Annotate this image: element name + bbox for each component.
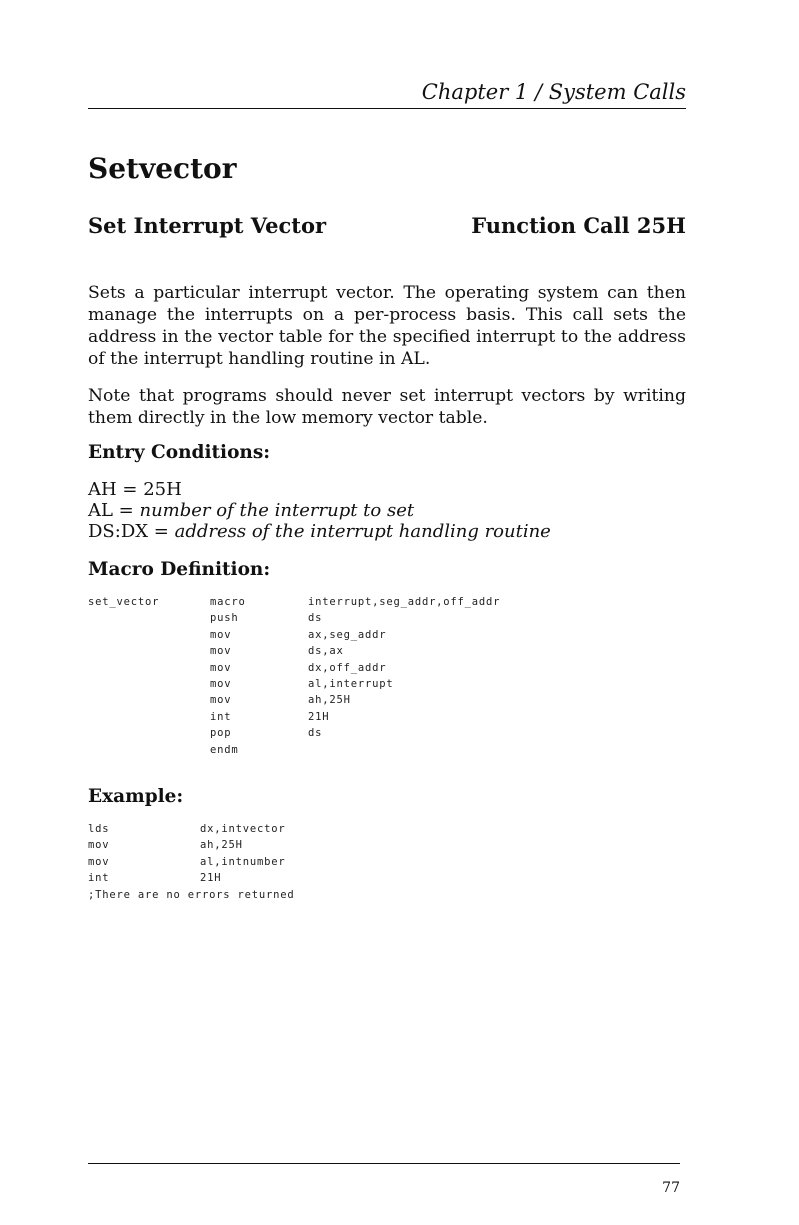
code-comment: ;There are no errors returned — [88, 888, 295, 901]
code-opcode: lds — [88, 823, 110, 835]
example-heading: Example: — [88, 786, 184, 807]
code-operands: ah,25H — [200, 839, 243, 852]
function-name: Set Interrupt Vector — [88, 213, 327, 238]
code-operands — [308, 742, 500, 758]
entry-value: number of the interrupt to set — [139, 500, 415, 521]
code-line — [88, 692, 500, 708]
entry-value: 25H — [143, 479, 182, 500]
entry-conditions-heading: Entry Conditions: — [88, 442, 271, 463]
code-operands: dx,off_addr — [308, 661, 387, 674]
entry-value: address of the interrupt handling routine — [174, 521, 551, 542]
code-line — [88, 676, 500, 692]
macro-definition-heading: Macro Definition: — [88, 559, 271, 580]
code-line — [88, 627, 500, 643]
code-line — [88, 821, 295, 837]
code-operands: al,intnumber — [200, 855, 286, 868]
entry-line-ah — [88, 479, 182, 500]
code-opcode: push — [210, 612, 239, 625]
code-line — [88, 610, 500, 626]
function-call-number: Function Call 25H — [471, 213, 686, 238]
code-opcode: mov — [210, 645, 232, 658]
code-label — [88, 643, 210, 659]
code-label — [88, 676, 210, 692]
code-comment-line — [88, 887, 295, 903]
page-title: Setvector — [88, 152, 237, 185]
entry-register: AH = — [88, 479, 144, 500]
code-opcode: mov — [210, 694, 232, 707]
code-line — [88, 709, 500, 725]
code-label — [88, 692, 210, 708]
footer-rule — [88, 1163, 680, 1164]
entry-line-dsdx — [88, 521, 551, 542]
page-number: 77 — [662, 1180, 680, 1196]
code-label — [88, 660, 210, 676]
code-operands: dx,intvector — [200, 823, 286, 835]
code-opcode: mov — [210, 678, 232, 691]
example-code-listing — [88, 821, 295, 903]
note-paragraph: Note that programs should never set interrupt vectors by writing them directly in the low memory vector table. — [88, 386, 686, 428]
header-rule — [88, 108, 686, 109]
code-operands: ds — [308, 727, 323, 740]
code-line — [88, 870, 295, 886]
entry-line-al — [88, 500, 414, 521]
code-opcode: int — [210, 710, 232, 723]
entry-register: DS:DX = — [88, 521, 175, 542]
code-operands: 21H — [200, 872, 222, 885]
macro-code-listing — [88, 594, 500, 758]
code-opcode: macro — [210, 596, 246, 608]
code-operands: ax,seg_addr — [308, 628, 387, 641]
code-line — [88, 742, 500, 758]
code-label — [88, 627, 210, 643]
code-opcode: endm — [210, 743, 239, 756]
code-opcode: mov — [88, 839, 110, 852]
code-line — [88, 725, 500, 741]
description-paragraph: Sets a particular interrupt vector. The operating system can then manage the interrupts on a per-process basis. This call sets the address in the vector table for the specified interrupt to the address of the interrupt handling routine in AL. — [88, 283, 686, 369]
code-opcode: int — [88, 872, 110, 885]
code-line — [88, 854, 295, 870]
code-operands: ah,25H — [308, 694, 351, 707]
code-operands: interrupt,seg_addr,off_addr — [308, 596, 501, 608]
code-line — [88, 660, 500, 676]
code-label — [88, 610, 210, 626]
code-line — [88, 837, 295, 853]
code-label: set_vector — [88, 596, 160, 608]
code-label — [88, 709, 210, 725]
code-operands: ds — [308, 612, 323, 625]
entry-register: AL = — [88, 500, 140, 521]
code-line — [88, 594, 500, 610]
code-operands: al,interrupt — [308, 678, 394, 691]
code-opcode: pop — [210, 727, 232, 740]
code-opcode: mov — [210, 661, 232, 674]
code-label — [88, 742, 210, 758]
running-header: Chapter 1 / System Calls — [421, 80, 686, 104]
code-opcode: mov — [210, 628, 232, 641]
code-operands: ds,ax — [308, 645, 344, 658]
code-label — [88, 725, 210, 741]
code-operands: 21H — [308, 710, 330, 723]
code-opcode: mov — [88, 855, 110, 868]
code-line — [88, 643, 500, 659]
